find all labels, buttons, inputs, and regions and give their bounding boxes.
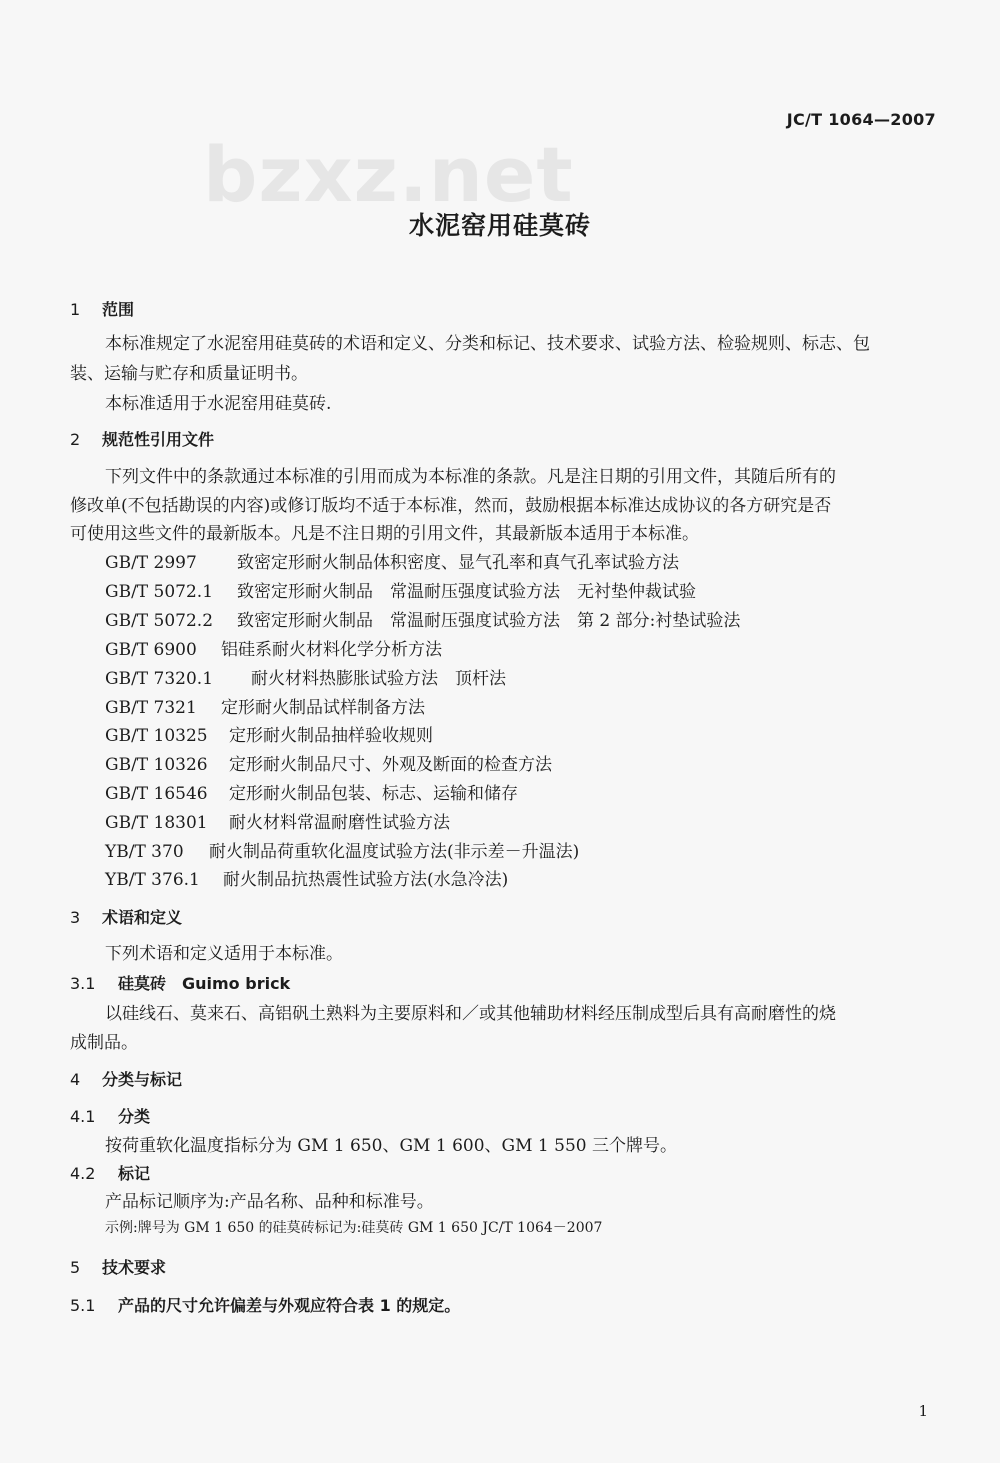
section-title: 技术要求	[102, 1258, 167, 1277]
paragraph-line: 装、运输与贮存和质量证明书。	[70, 364, 308, 384]
reference-item	[105, 870, 508, 890]
reference-item	[105, 611, 740, 631]
reference-code: GB/T 10325	[105, 726, 208, 746]
subsection-number: 3.1	[70, 974, 96, 993]
paragraph-line: 修改单(不包括勘误的内容)或修订版均不适于本标准，然而，鼓励根据本标准达成协议的各方研究是否	[70, 496, 832, 516]
reference-item	[105, 698, 425, 718]
reference-title: 耐火材料常温耐磨性试验方法	[229, 813, 450, 833]
standard-code: JC/T 1064—2007	[786, 110, 936, 129]
reference-item	[105, 553, 679, 573]
reference-code: GB/T 6900	[105, 640, 197, 660]
subsection-title: 硅莫砖 Guimo brick	[118, 974, 291, 993]
subsection-title: 标记	[118, 1164, 151, 1183]
paragraph-line: 按荷重软化温度指标分为 GM 1 650、GM 1 600、GM 1 550 三个牌号。	[105, 1136, 677, 1156]
reference-item	[105, 784, 518, 804]
section-2-heading	[70, 430, 214, 450]
subsection-text: 产品的尺寸允许偏差与外观应符合表 1 的规定。	[118, 1296, 461, 1315]
example-note: 示例:牌号为 GM 1 650 的硅莫砖标记为:硅莫砖 GM 1 650 JC/T 1064－2007	[105, 1220, 603, 1236]
paragraph-line: 成制品。	[70, 1033, 138, 1053]
reference-title: 铝硅系耐火材料化学分析方法	[221, 640, 442, 660]
paragraph-line: 可使用这些文件的最新版本。凡是不注日期的引用文件，其最新版本适用于本标准。	[70, 524, 699, 544]
subsection-3-1-heading	[70, 974, 290, 994]
reference-code: GB/T 5072.2	[105, 611, 214, 631]
reference-code: GB/T 7320.1	[105, 669, 214, 689]
section-number: 3	[70, 908, 81, 927]
reference-item	[105, 755, 552, 775]
section-1-heading	[70, 300, 134, 320]
document-title: 水泥窑用硅莫砖	[408, 211, 591, 240]
reference-code: GB/T 5072.1	[105, 582, 214, 602]
watermark: bzxz.net	[203, 130, 574, 219]
paragraph-line: 产品标记顺序为:产品名称、品种和标准号。	[105, 1192, 434, 1212]
section-4-heading	[70, 1070, 182, 1090]
section-title: 范围	[102, 300, 135, 319]
reference-title: 耐火材料热膨胀试验方法 顶杆法	[251, 669, 506, 689]
paragraph-line: 本标准适用于水泥窑用硅莫砖.	[105, 394, 332, 414]
paragraph-line: 本标准规定了水泥窑用硅莫砖的术语和定义、分类和标记、技术要求、试验方法、检验规则、标志、包	[105, 334, 870, 354]
reference-item	[105, 842, 579, 862]
reference-item	[105, 640, 442, 660]
subsection-5-1	[70, 1296, 460, 1316]
reference-code: GB/T 18301	[105, 813, 208, 833]
reference-title: 定形耐火制品包装、标志、运输和储存	[229, 784, 518, 804]
reference-title: 耐火制品荷重软化温度试验方法(非示差－升温法)	[209, 842, 580, 862]
section-number: 2	[70, 430, 81, 449]
reference-title: 耐火制品抗热震性试验方法(水急冷法)	[223, 870, 509, 890]
reference-title: 定形耐火制品试样制备方法	[221, 698, 425, 718]
reference-code: GB/T 10326	[105, 755, 208, 775]
subsection-number: 4.2	[70, 1164, 96, 1183]
reference-item	[105, 813, 450, 833]
section-title: 分类与标记	[102, 1070, 183, 1089]
section-title: 规范性引用文件	[102, 430, 215, 449]
reference-item	[105, 582, 696, 602]
reference-code: GB/T 16546	[105, 784, 208, 804]
reference-title: 致密定形耐火制品体积密度、显气孔率和真气孔率试验方法	[237, 553, 679, 573]
reference-code: YB/T 370	[105, 842, 184, 862]
section-number: 5	[70, 1258, 81, 1277]
reference-title: 致密定形耐火制品 常温耐压强度试验方法 无衬垫仲裁试验	[237, 582, 696, 602]
subsection-number: 5.1	[70, 1296, 96, 1315]
section-5-heading	[70, 1258, 166, 1278]
subsection-number: 4.1	[70, 1107, 96, 1126]
reference-title: 定形耐火制品尺寸、外观及断面的检查方法	[229, 755, 552, 775]
reference-code: GB/T 2997	[105, 553, 197, 573]
reference-item	[105, 726, 433, 746]
reference-code: YB/T 376.1	[105, 870, 200, 890]
page-number: 1	[918, 1402, 928, 1420]
subsection-4-1-heading	[70, 1107, 150, 1127]
section-number: 1	[70, 300, 81, 319]
reference-title: 定形耐火制品抽样验收规则	[229, 726, 433, 746]
paragraph-line: 下列术语和定义适用于本标准。	[105, 944, 343, 964]
subsection-4-2-heading	[70, 1164, 150, 1184]
section-3-heading	[70, 908, 182, 928]
reference-item	[105, 669, 506, 689]
subsection-title: 分类	[118, 1107, 151, 1126]
section-title: 术语和定义	[102, 908, 183, 927]
section-number: 4	[70, 1070, 81, 1089]
reference-code: GB/T 7321	[105, 698, 197, 718]
reference-title: 致密定形耐火制品 常温耐压强度试验方法 第 2 部分:衬垫试验法	[237, 611, 741, 631]
paragraph-line: 下列文件中的条款通过本标准的引用而成为本标准的条款。凡是注日期的引用文件，其随后所有的	[105, 467, 836, 487]
paragraph-line: 以硅线石、莫来石、高铝矾土熟料为主要原料和／或其他辅助材料经压制成型后具有高耐磨性的烧	[105, 1004, 836, 1024]
